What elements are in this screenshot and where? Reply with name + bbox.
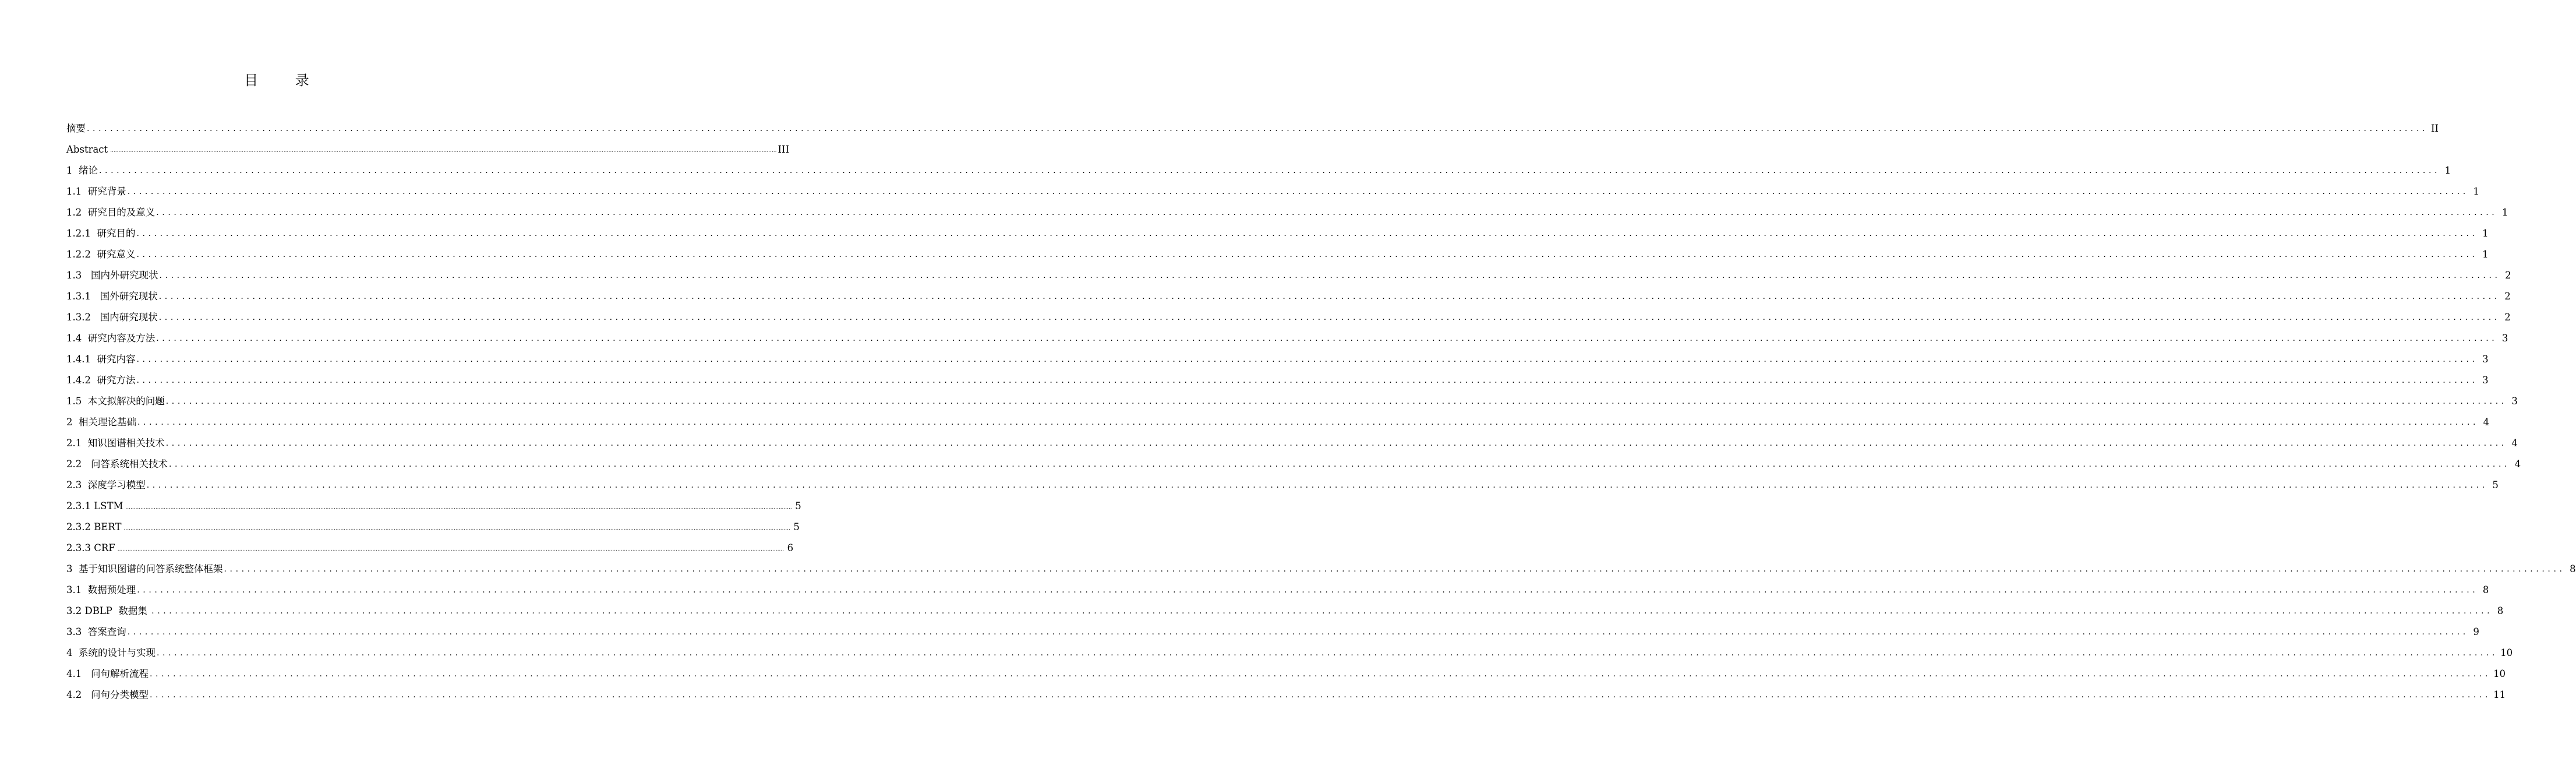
toc-dot-leader: ................................................................................................................................................................................................................................................................................................................................................................................................................	[110, 148, 777, 154]
toc-dot-leader: ................................................................................................................................................................................................................................................................................................................................................................................................................	[136, 376, 2478, 385]
toc-entry[interactable]	[66, 198, 2508, 219]
toc-entry[interactable]	[66, 471, 2499, 492]
toc-entry-page-number: 1	[2482, 249, 2489, 260]
toc-entry[interactable]	[66, 513, 800, 534]
toc-entry-label: 2.2 问答系统相关技术	[66, 458, 168, 470]
toc-dot-leader: ................................................................................................................................................................................................................................................................................................................................................................................................................	[165, 397, 2507, 406]
toc-entry-page-number: 5	[795, 500, 801, 512]
toc-dot-leader: ................................................................................................................................................................................................................................................................................................................................................................................................................	[137, 418, 2479, 427]
toc-dot-leader: ................................................................................................................................................................................................................................................................................................................................................................................................................	[136, 355, 2478, 364]
toc-entry-page-number: 8	[2482, 584, 2489, 595]
toc-entry[interactable]	[66, 366, 2489, 387]
toc-entry-page-number: 1	[2501, 207, 2508, 218]
toc-dot-leader: ................................................................................................................................................................................................................................................................................................................................................................................................................	[165, 439, 2507, 448]
toc-entry-page-number: 8	[2497, 605, 2504, 616]
toc-entry-page-number: 1	[2473, 186, 2479, 197]
toc-entry[interactable]	[66, 555, 2576, 576]
toc-entry[interactable]	[66, 303, 2511, 324]
toc-title: 目 录	[244, 72, 326, 89]
toc-entry-page-number: 2	[2504, 312, 2511, 323]
toc-dot-leader: ................................................................................................................................................................................................................................................................................................................................................................................................................	[99, 166, 2441, 175]
toc-entry-page-number: 6	[787, 542, 794, 553]
toc-dot-leader: ................................................................................................................................................................................................................................................................................................................................................................................................................	[168, 460, 2511, 469]
toc-dot-leader: ................................................................................................................................................................................................................................................................................................................................................................................................................	[117, 546, 785, 552]
toc-entry-label: 3.2 DBLP 数据集	[66, 605, 151, 616]
toc-entry[interactable]	[66, 261, 2511, 282]
toc-entry-page-number: 4	[2514, 458, 2521, 470]
toc-entry-label: 3.3 答案查询	[66, 626, 126, 637]
toc-entry[interactable]	[66, 534, 794, 555]
toc-entry-page-number: 1	[2482, 228, 2489, 239]
toc-entry[interactable]	[66, 387, 2518, 408]
toc-entry[interactable]	[66, 576, 2489, 597]
toc-entry-label: 1.3.2 国内研究现状	[66, 312, 158, 323]
toc-entry-label: 1.3 国内外研究现状	[66, 270, 158, 281]
toc-entry-label: 4.1 问句解析流程	[66, 668, 149, 679]
toc-entry-label: 2 相关理论基础	[66, 417, 136, 428]
toc-entry[interactable]	[66, 114, 2439, 135]
toc-entry-page-number: 3	[2482, 375, 2489, 386]
toc-entry-label: 1.4.2 研究方法	[66, 375, 136, 386]
toc-entry[interactable]	[66, 135, 790, 156]
toc-entry-label: 1.5 本文拟解决的问题	[66, 396, 165, 407]
toc-dot-leader: ................................................................................................................................................................................................................................................................................................................................................................................................................	[159, 271, 2501, 280]
toc-entry-page-number: 5	[793, 521, 800, 532]
toc-entry-page-number: 10	[2493, 668, 2506, 679]
toc-entry-page-number: 5	[2492, 479, 2499, 491]
toc-dot-leader: ................................................................................................................................................................................................................................................................................................................................................................................................................	[156, 334, 2498, 343]
toc-entry-label: 3 基于知识图谱的问答系统整体框架	[66, 563, 223, 574]
toc-entry-page-number: 4	[2511, 438, 2518, 449]
toc-dot-leader: ................................................................................................................................................................................................................................................................................................................................................................................................................	[157, 648, 2499, 658]
toc-entry-page-number: 10	[2500, 647, 2513, 658]
toc-entry-label: 2.3.2 BERT	[66, 521, 122, 532]
toc-entry-page-number: III	[778, 144, 790, 155]
toc-entry-page-number: 2	[2505, 270, 2511, 281]
toc-dot-leader: ................................................................................................................................................................................................................................................................................................................................................................................................................	[158, 313, 2500, 322]
toc-entry-page-number: 11	[2493, 689, 2506, 700]
toc-dot-leader: ................................................................................................................................................................................................................................................................................................................................................................................................................	[137, 586, 2479, 595]
toc-dot-leader: ................................................................................................................................................................................................................................................................................................................................................................................................................	[127, 187, 2469, 196]
toc-entry[interactable]	[66, 680, 2506, 701]
toc-entry-page-number: II	[2431, 123, 2439, 134]
toc-entry-label: 1.4.1 研究内容	[66, 354, 136, 365]
toc-entry-label: 1.2 研究目的及意义	[66, 207, 156, 218]
toc-entry-page-number: 2	[2504, 291, 2511, 302]
toc-entry-label: 2.3.3 CRF	[66, 542, 115, 553]
toc-entry-page-number: 3	[2511, 396, 2518, 407]
toc-entry-label: 3.1 数据预处理	[66, 584, 136, 595]
toc-entry-page-number: 1	[2444, 165, 2451, 176]
toc-entry[interactable]	[66, 618, 2479, 639]
toc-entry[interactable]	[66, 219, 2489, 240]
toc-entry-page-number: 4	[2483, 417, 2490, 428]
toc-entry[interactable]	[66, 408, 2490, 429]
toc-entry[interactable]	[66, 156, 2451, 177]
toc-entry[interactable]	[66, 177, 2479, 198]
toc-entry-page-number: 3	[2501, 333, 2508, 344]
toc-entry[interactable]	[66, 450, 2521, 471]
toc-entry[interactable]	[66, 282, 2511, 303]
toc-entry-label: 摘要	[66, 123, 86, 134]
toc-entry-label: 1.1 研究背景	[66, 186, 126, 197]
toc-entry-label: 1.2.1 研究目的	[66, 228, 136, 239]
toc-entry[interactable]	[66, 345, 2489, 366]
toc-dot-leader: ................................................................................................................................................................................................................................................................................................................................................................................................................	[149, 669, 2492, 679]
toc-dot-leader: ................................................................................................................................................................................................................................................................................................................................................................................................................	[123, 525, 790, 531]
toc-entry-label: 1 绪论	[66, 165, 98, 176]
toc-entry[interactable]	[66, 492, 801, 513]
toc-entry-label: 4.2 问句分类模型	[66, 689, 149, 700]
toc-dot-leader: ................................................................................................................................................................................................................................................................................................................................................................................................................	[149, 690, 2492, 700]
toc-dot-leader: ................................................................................................................................................................................................................................................................................................................................................................................................................	[156, 208, 2498, 217]
toc-entry-label: 2.3.1 LSTM	[66, 500, 123, 512]
toc-dot-leader: ................................................................................................................................................................................................................................................................................................................................................................................................................	[87, 124, 2429, 133]
toc-entry-page-number: 8	[2570, 563, 2576, 574]
toc-entry-label: 2.3 深度学习模型	[66, 479, 146, 491]
toc-dot-leader: ................................................................................................................................................................................................................................................................................................................................................................................................................	[136, 229, 2478, 238]
toc-dot-leader: ................................................................................................................................................................................................................................................................................................................................................................................................................	[224, 565, 2566, 574]
toc-entry-label: 2.1 知识图谱相关技术	[66, 438, 165, 449]
toc-entry-label: 1.4 研究内容及方法	[66, 333, 156, 344]
toc-dot-leader: ................................................................................................................................................................................................................................................................................................................................................................................................................	[151, 606, 2493, 616]
toc-entry[interactable]	[66, 429, 2518, 450]
toc-list	[66, 114, 2576, 701]
toc-entry[interactable]	[66, 659, 2506, 680]
toc-entry[interactable]	[66, 639, 2513, 659]
toc-entry[interactable]	[66, 240, 2489, 261]
toc-entry-label: 4 系统的设计与实现	[66, 647, 156, 658]
toc-entry-page-number: 3	[2482, 354, 2489, 365]
toc-entry[interactable]	[66, 324, 2508, 345]
toc-dot-leader: ................................................................................................................................................................................................................................................................................................................................................................................................................	[146, 481, 2488, 490]
toc-entry-page-number: 9	[2473, 626, 2479, 637]
toc-dot-leader: ................................................................................................................................................................................................................................................................................................................................................................................................................	[127, 627, 2469, 637]
toc-entry-label: 1.2.2 研究意义	[66, 249, 136, 260]
toc-entry-label: 1.3.1 国外研究现状	[66, 291, 158, 302]
toc-dot-leader: ................................................................................................................................................................................................................................................................................................................................................................................................................	[158, 292, 2500, 301]
toc-dot-leader: ................................................................................................................................................................................................................................................................................................................................................................................................................	[125, 505, 792, 510]
toc-entry-label: Abstract	[66, 144, 108, 155]
toc-dot-leader: ................................................................................................................................................................................................................................................................................................................................................................................................................	[136, 250, 2478, 259]
toc-entry[interactable]	[66, 597, 2504, 618]
